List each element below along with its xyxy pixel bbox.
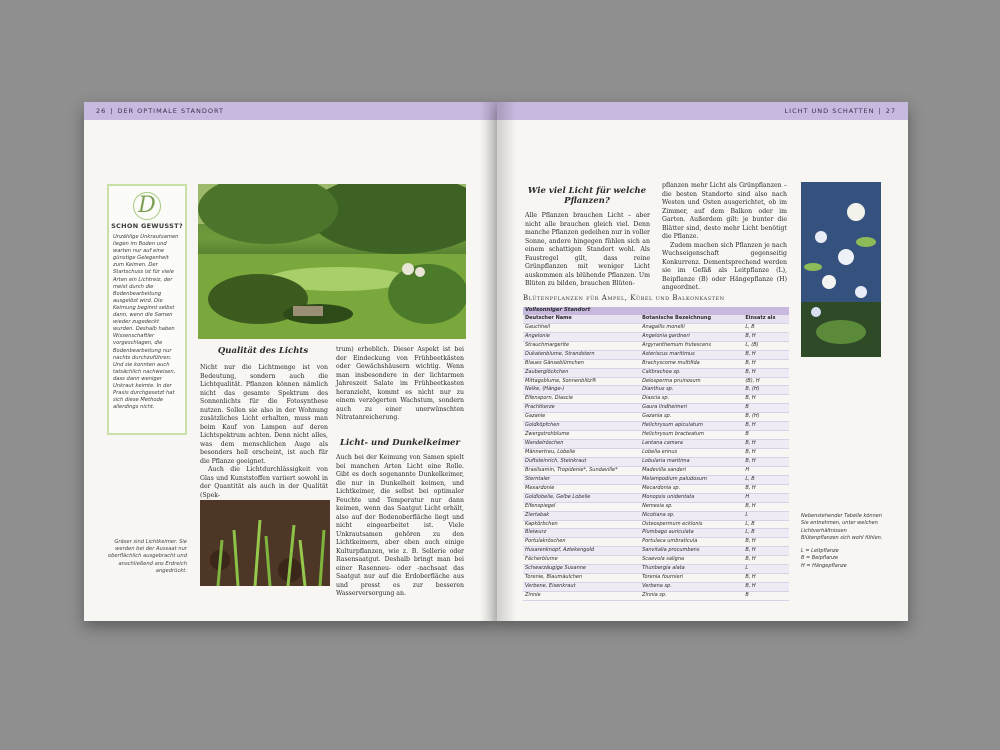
flowers-photo-illustration <box>801 182 881 357</box>
seedlings-photo-illustration <box>200 500 330 586</box>
table-row <box>523 512 789 521</box>
plant-common-name: Ziertabak <box>525 511 550 518</box>
plant-usage: B, H <box>745 332 756 339</box>
plant-common-name: Portulakröschen <box>525 538 566 545</box>
plant-usage: B <box>745 404 749 411</box>
left-page-number: 26 <box>96 107 107 115</box>
plant-botanical-name: Sanvitalia procumbens <box>642 547 700 554</box>
plant-usage: B, H <box>745 484 756 491</box>
table-row <box>523 458 789 467</box>
left-page-header <box>84 102 497 120</box>
table-band-label: Vollsonniger Standort <box>525 307 591 313</box>
table-row <box>523 333 789 342</box>
how-much-light-heading: Wie viel Licht für welche Pflanzen? <box>527 186 647 206</box>
table-row <box>523 378 789 387</box>
plant-common-name: Fächerblume <box>525 556 558 563</box>
side-caption-text: Nebenstehender Tabelle können Sie entnehmen, unter welchen Lichtverhältnissen Blütenpflanzen sich wohl fühlen. <box>801 513 883 541</box>
plant-botanical-name: Lobelia erinus <box>642 449 678 455</box>
plant-botanical-name: Nemesia sp. <box>642 502 673 509</box>
plant-usage: B, H <box>745 457 756 464</box>
table-band-row <box>523 307 789 315</box>
plant-botanical-name: Portulaca umbraticula <box>642 538 698 545</box>
right-column-2-text <box>662 182 787 293</box>
table-row <box>523 565 789 574</box>
garden-photo-illustration <box>198 184 466 339</box>
table-row <box>523 592 789 601</box>
plant-usage: B, H <box>745 395 756 402</box>
plant-botanical-name: Asteriscus maritimus <box>642 350 695 357</box>
header-separator: | <box>110 107 114 115</box>
plant-common-name: Kapkörbchen <box>525 520 558 527</box>
table-side-caption <box>801 513 885 570</box>
plant-botanical-name: Torenia fournieri <box>642 574 684 581</box>
plant-botanical-name: Plumbago auriculata <box>642 529 694 536</box>
flowers-photo <box>801 182 881 357</box>
plant-botanical-name: Anagallis monelli <box>642 323 685 330</box>
plant-botanical-name: Zinnia sp. <box>642 592 667 598</box>
right-column-1-text: Alle Pflanzen brauchen Licht – aber nicht alle brauchen gleich viel. Denn manche Pflanzen gedeihen nur in voller Sonne, andere hingegen fühlen sich an einem schattigen Standort wohl. Als Faustregel gilt, dass reine Grünpflanzen mit weniger Licht auskommen als blühende Pflanzen. Um Blüten zu bilden, brauchen Blüten- <box>525 212 650 287</box>
table-row <box>523 324 789 333</box>
plant-common-name: Wandelröschen <box>525 440 564 447</box>
plant-botanical-name: Diascia sp. <box>642 395 670 402</box>
plant-botanical-name: Lantana camara <box>642 440 683 447</box>
plant-common-name: Dukatenblume, Strandstern <box>525 350 595 357</box>
plant-usage: L, (B) <box>745 341 759 348</box>
plant-botanical-name: Gazania sp. <box>642 413 672 420</box>
plant-common-name: Zinnie <box>525 592 541 598</box>
plant-common-name: Goldköpfchen <box>525 422 560 429</box>
table-row <box>523 556 789 565</box>
plant-common-name: Strauchmargerite <box>525 341 570 348</box>
table-row <box>523 440 789 449</box>
plant-common-name: Blaues Gänseblümchen <box>525 359 584 366</box>
plant-usage: L <box>745 565 749 572</box>
column-header: Botanische Bezeichnung <box>642 314 712 321</box>
table-row <box>523 360 789 369</box>
plant-botanical-name: Osteospermum ecklonis <box>642 520 703 527</box>
paragraph: Zudem machen sich Pflanzen je nach Wuchseigenschaft gegenseitig Konkurrenz. Dementsprechend werden sie im Gefäß als Leitpflanze (L), Beipflanze (B) oder Hängepflanze (H) angeordnet. <box>662 241 787 291</box>
table-row <box>523 529 789 538</box>
plant-usage: B, H <box>745 547 756 554</box>
plant-common-name: Prachtkerze <box>525 404 555 411</box>
plant-common-name: Verbene, Eisenkraut <box>525 583 576 590</box>
did-you-know-text: Unzählige Unkrautsamen liegen im Boden und warten nur auf eine günstige Gelegenheit zum Keimen. Der Startschuss ist für viele Arten ein Lichtreiz, der meist durch die Bodenbearbeitung ausgelöst wird. Die Keimung beginnt selbst dann, wenn die Samen wieder zugedeckt wurden. Deshalb haben Wissenschaftler vorgeschlagen, die Bodenbearbeitung nur nachts durchzuführen. Und sie konnten auch tatsächlich nachweisen, dass dann weniger Unkraut keimte. In der Praxis durchgesetzt hat sich diese Methode allerdings nicht. <box>113 234 179 411</box>
garden-photo <box>198 184 466 339</box>
did-you-know-title: SCHON GEWUSST? <box>111 222 183 230</box>
plant-usage: B <box>745 592 749 598</box>
column-header: Einsatz als <box>745 314 776 321</box>
plant-botanical-name: Monopsis unidentata <box>642 493 695 500</box>
table-row <box>523 467 789 476</box>
plant-common-name: Mexardonie <box>525 484 555 491</box>
plant-common-name: Elfensporn, Diascie <box>525 395 573 402</box>
paragraph: Auch die Lichtdurchlässigkeit von Glas und Kunststoffen variiert sowohl in der Quantität als auch in der Qualität (Spek- <box>200 466 328 499</box>
legend-item: L = Leitpflanze <box>801 548 839 555</box>
plant-usage: L, B <box>745 323 755 330</box>
plant-botanical-name: Madevilla sanderi <box>642 466 687 473</box>
plant-table <box>523 307 789 601</box>
plant-common-name: Sterntaler <box>525 475 550 482</box>
table-row <box>523 538 789 547</box>
plant-common-name: Goldlobelie, Gelbe Lobelie <box>525 493 591 500</box>
legend-item: H = Hängepflanze <box>801 562 847 569</box>
plant-botanical-name: Gaura lindheimeri <box>642 404 688 411</box>
right-page-header <box>497 102 908 120</box>
plant-usage: (B), H <box>745 377 760 384</box>
table-row <box>523 503 789 512</box>
left-column-2-bottom-text: Auch bei der Keimung von Samen spielt bei manchen Arten Licht eine Rolle. Gibt es doch sogenannte Dunkelkeimer, die nur in Dunkelheit keimen, und Lichtkeimer, die selbst bei optimaler Feuchte und Temperatur nur dann keimen, wenn das Saatgut Licht erhält, also auf der Bodenoberfläche liegt und nicht eingearbeitet ist. Viele Unkrautsamen gehören zu den Lichtkeimern, aber eben auch einige Kulturpflanzen, wie z. B. Sellerie oder Rasensaatgut. Deshalb bringt man bei einer Rasenneu- oder -nachsaat das Saatgut nur auf die Erdoberfläche aus und presst es zur besseren Wasserversorgung an. <box>336 454 464 597</box>
plant-botanical-name: Scaevola saligna <box>642 556 685 563</box>
plant-common-name: Elfenspiegel <box>525 502 556 509</box>
plant-botanical-name: Nicotiana sp. <box>642 511 675 518</box>
plant-usage: B, H <box>745 359 756 366</box>
plant-usage: B, H <box>745 502 756 509</box>
quality-of-light-heading: Qualität des Lichts <box>217 346 309 356</box>
legend-item: B = Beipflanze <box>801 555 839 562</box>
table-row <box>523 369 789 378</box>
table-row <box>523 351 789 360</box>
plant-botanical-name: Delosperma pruinosum <box>642 377 701 384</box>
plant-usage: L, B <box>745 475 755 482</box>
plant-common-name: Zwergstrohblume <box>525 431 570 438</box>
left-column-2-top-text: trum) erheblich. Dieser Aspekt ist bei der Eindeckung von Frühbeetkästen oder Gewächshäusern wichtig. Wenn man insbesondere in der lichtarmen Jahreszeit Salate im Frühbeetkasten heranzieht, kommt es nicht nur zu einem verzögerten Wachstum, sondern auch zu einer unerwünschten Nitratanreicherung. <box>336 346 464 421</box>
table-row <box>523 521 789 530</box>
plant-botanical-name: Verbena sp. <box>642 583 672 590</box>
table-row <box>523 485 789 494</box>
plant-usage: H <box>745 466 750 473</box>
plant-usage: B, H <box>745 538 756 545</box>
left-column-1-text <box>200 364 328 500</box>
plant-common-name: Schwarzäugige Susanne <box>525 565 586 572</box>
plant-usage: B, (H) <box>745 386 760 393</box>
plant-common-name: Nelke, (Hänge-) <box>525 386 565 393</box>
table-row <box>523 413 789 422</box>
right-page-section-title: LICHT UND SCHATTEN <box>784 107 875 115</box>
plant-usage: B, H <box>745 583 756 590</box>
table-row <box>523 494 789 503</box>
table-title: Blütenpflanzen für Ampel, Kübel und Balkonkasten <box>523 294 725 302</box>
plant-usage: L, B <box>745 529 755 536</box>
right-page-number: 27 <box>885 107 896 115</box>
table-row <box>523 449 789 458</box>
ringed-letter-icon: D <box>133 192 161 220</box>
plant-usage: B, H <box>745 556 756 563</box>
plant-usage: B, H <box>745 368 756 375</box>
plant-usage: B <box>745 431 749 438</box>
table-row <box>523 431 789 440</box>
plant-usage: L, B <box>745 520 755 527</box>
plant-usage: B, H <box>745 574 756 581</box>
plant-botanical-name: Melampodium paludosum <box>642 475 707 482</box>
header-separator: | <box>878 107 882 115</box>
table-row <box>523 547 789 556</box>
plant-common-name: Torenie, Blaumäulchen <box>525 574 583 581</box>
plant-common-name: Duftsteinrich, Steinkraut <box>525 457 587 464</box>
table-body <box>523 324 789 601</box>
table-row <box>523 386 789 395</box>
table-row <box>523 342 789 351</box>
plant-common-name: Zauberglöckchen <box>525 368 569 375</box>
plant-usage: H <box>745 493 750 500</box>
plant-usage: B, H <box>745 440 756 447</box>
plant-common-name: Angelonie <box>525 332 550 339</box>
table-row <box>523 574 789 583</box>
plant-botanical-name: Brachyscome multifida <box>642 359 700 366</box>
plant-usage: B, (H) <box>745 413 760 420</box>
column-header: Deutscher Name <box>525 314 572 321</box>
table-row <box>523 476 789 485</box>
table-row <box>523 404 789 413</box>
plant-botanical-name: Dianthus sp. <box>642 386 674 393</box>
plant-botanical-name: Helichrysum bracteatum <box>642 431 705 438</box>
seedlings-photo <box>200 500 330 586</box>
plant-botanical-name: Lobularia maritima <box>642 457 690 464</box>
plant-common-name: Brasilsamin, Tropidenie*, Sundaville* <box>525 466 618 473</box>
plant-common-name: Husarenknopf, Azteken​gold <box>525 547 595 554</box>
did-you-know-box <box>107 184 187 435</box>
table-header-row <box>523 315 789 324</box>
paragraph: Nicht nur die Lichtmenge ist von Bedeutung, sondern auch die Lichtqualität. Pflanzen können nämlich nicht das gesamte Spektrum des Sonnenlichts für die Fotosynthese nutzen. Sollen sie also in der Wohnung zusätzliches Licht erhalten, muss man beim Kauf von Lampen auf deren Lichtspektrum achten. Denn nicht alles, was dem menschlichen Auge als besonders hell erscheint, ist auch für die Pflanze geeignet. <box>200 364 328 465</box>
plant-common-name: Bleiwurz <box>525 529 547 536</box>
plant-usage: L <box>745 511 749 518</box>
right-page <box>497 102 908 621</box>
table-row <box>523 395 789 404</box>
paragraph: pflanzen mehr Licht als Grünpflanzen – die besten Standorte sind also nach Westen und Osten ausgerichtet, ob im Zimmer, auf dem Balkon oder im Garten. Außerdem gilt: je bunter die Blätter sind, desto mehr Licht benötigt die Pflanze. <box>662 182 787 240</box>
plant-botanical-name: Helichrysum apiculatum <box>642 422 703 429</box>
plant-common-name: Mittagsblume, Sonnenblitz® <box>525 377 597 384</box>
plant-usage: B, H <box>745 422 756 429</box>
table-row <box>523 583 789 592</box>
seedlings-caption: Gräser sind Lichtkeimer. Sie werden bei der Aussaat nur oberflächlich ausgebracht und anschließend ans Erdreich angedrückt. <box>107 539 187 574</box>
plant-common-name: Gauchheil <box>525 323 551 330</box>
left-page <box>84 102 497 621</box>
plant-botanical-name: Argyranthemum frutescens <box>642 341 711 348</box>
plant-botanical-name: Thunbergia alata <box>642 565 685 572</box>
table-row <box>523 422 789 431</box>
plant-botanical-name: Mecardonia sp. <box>642 484 681 491</box>
light-dark-germinator-heading: Licht- und Dunkelkeimer <box>340 438 460 448</box>
plant-botanical-name: Calibrachoa sp. <box>642 368 681 375</box>
plant-usage: B, H <box>745 350 756 357</box>
plant-common-name: Gazanie <box>525 413 546 420</box>
plant-botanical-name: Angelonia gardneri <box>642 332 690 339</box>
plant-common-name: Männertreu, Lobelie <box>525 449 576 455</box>
left-page-section-title: DER OPTIMALE STANDORT <box>117 107 224 115</box>
plant-usage: B, H <box>745 449 756 455</box>
